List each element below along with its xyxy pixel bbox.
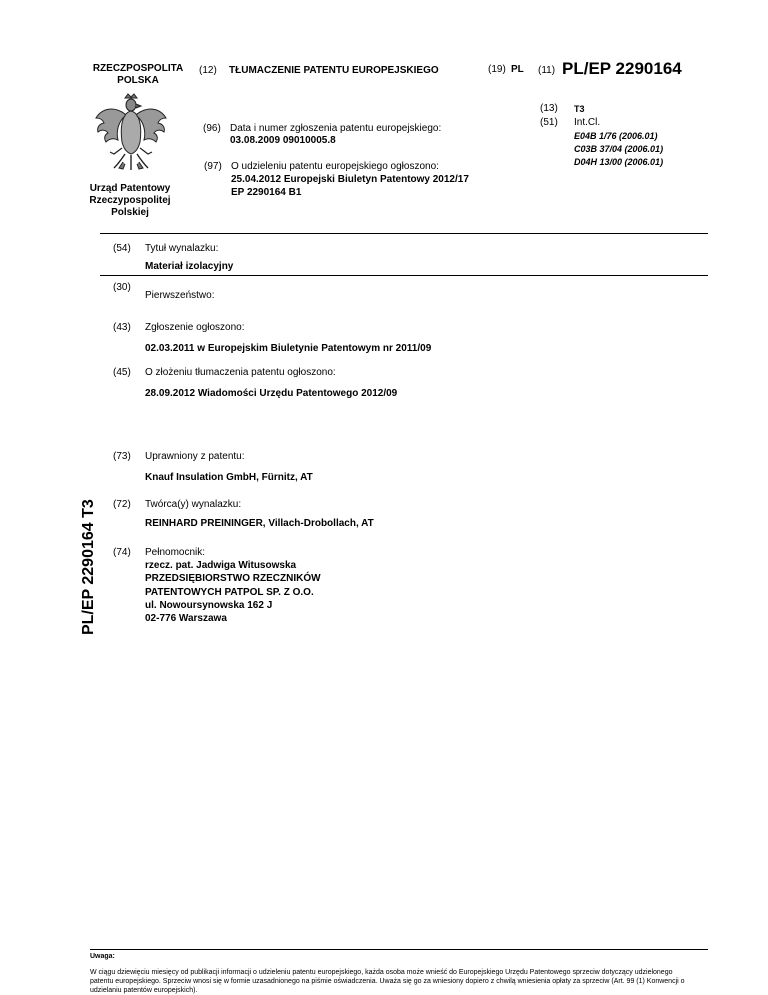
title-value: Materiał izolacyjny (145, 261, 234, 272)
office-name-line2: Rzeczypospolitej (89, 195, 171, 206)
code-72: (72) (113, 499, 131, 510)
grant-value-number: EP 2290164 B1 (231, 187, 302, 198)
side-patent-label: PL/EP 2290164 T3 (80, 499, 97, 635)
note-text: W ciągu dziewięciu miesięcy od publikacji informacji o udzieleniu patentu europejskiego, każda osoba może wnieść do Europejskiego Urzędu Patentowego sprzeciw dotyczący udzielonego patentu europejskiego. Sprzeciw wnosi się w formie uzasadnionego na piśmie oświadczenia. Uważa się go za wniesiony dopiero z chwilą wniesienia opłaty za sprzeciw (Art. 99 (1) Konwencji o udzielaniu patentów europejskich). (90, 969, 685, 994)
title-divider (100, 275, 708, 276)
agent-line: ul. Nowoursynowska 162 J (145, 600, 273, 611)
translation-value: 28.09.2012 Wiadomości Urzędu Patentowego 2012/09 (145, 388, 398, 399)
country-name-line2: POLSKA (117, 75, 159, 86)
application-label: Data i numer zgłoszenia patentu europejskiego: (230, 123, 442, 134)
office-name-line3: Polskiej (111, 207, 149, 218)
office-name-line1: Urząd Patentowy (89, 183, 171, 194)
intcl-item: C03B 37/04 (2006.01) (574, 144, 664, 154)
patent-number: PL/EP 2290164 (562, 59, 682, 78)
intcl-label: Int.Cl. (574, 117, 601, 128)
inventor-value: REINHARD PREININGER, Villach-Drobollach, AT (145, 518, 374, 529)
agent-label: Pełnomocnik: (145, 547, 206, 558)
inventor-label: Twórca(y) wynalazku: (145, 499, 242, 510)
note-title: Uwaga: (90, 953, 115, 960)
intcl-item: E04B 1/76 (2006.01) (574, 131, 658, 141)
title-label: Tytuł wynalazku: (145, 243, 219, 254)
code-43: (43) (113, 322, 131, 333)
country-code: PL (511, 64, 524, 75)
agent-line: rzecz. pat. Jadwiga Witusowska (145, 560, 297, 571)
code-30: (30) (113, 282, 131, 293)
kind-code: T3 (574, 104, 585, 114)
application-value: 03.08.2009 09010005.8 (230, 135, 336, 146)
code-73: (73) (113, 451, 131, 462)
eagle-emblem-icon (92, 92, 170, 174)
translation-label: O złożeniu tłumaczenia patentu ogłoszono: (145, 367, 336, 378)
code-19: (19) (488, 64, 506, 75)
publication-label: Zgłoszenie ogłoszono: (145, 322, 245, 333)
code-12: (12) (199, 65, 217, 76)
code-74: (74) (113, 547, 131, 558)
code-13: (13) (540, 103, 558, 114)
priority-label: Pierwszeństwo: (145, 290, 215, 301)
owner-label: Uprawniony z patentu: (145, 451, 245, 462)
code-11: (11) (538, 65, 556, 76)
code-45: (45) (113, 367, 131, 378)
footer-divider (90, 949, 708, 950)
owner-value: Knauf Insulation GmbH, Fürnitz, AT (145, 472, 313, 483)
agent-line: PATENTOWYCH PATPOL SP. Z O.O. (145, 587, 314, 598)
country-name-line1: RZECZPOSPOLITA (92, 63, 184, 74)
code-96: (96) (203, 123, 221, 134)
agent-line: 02-776 Warszawa (145, 613, 227, 624)
document-type: TŁUMACZENIE PATENTU EUROPEJSKIEGO (229, 65, 439, 76)
code-51: (51) (540, 117, 558, 128)
agent-line: PRZEDSIĘBIORSTWO RZECZNIKÓW (145, 573, 321, 584)
header-divider (100, 233, 708, 234)
publication-value: 02.03.2011 w Europejskim Biuletynie Patentowym nr 2011/09 (145, 343, 432, 354)
grant-label: O udzieleniu patentu europejskiego ogłoszono: (231, 161, 439, 172)
code-97: (97) (204, 161, 222, 172)
grant-value-bulletin: 25.04.2012 Europejski Biuletyn Patentowy 2012/17 (231, 174, 469, 185)
intcl-item: D04H 13/00 (2006.01) (574, 157, 664, 167)
code-54: (54) (113, 243, 131, 254)
